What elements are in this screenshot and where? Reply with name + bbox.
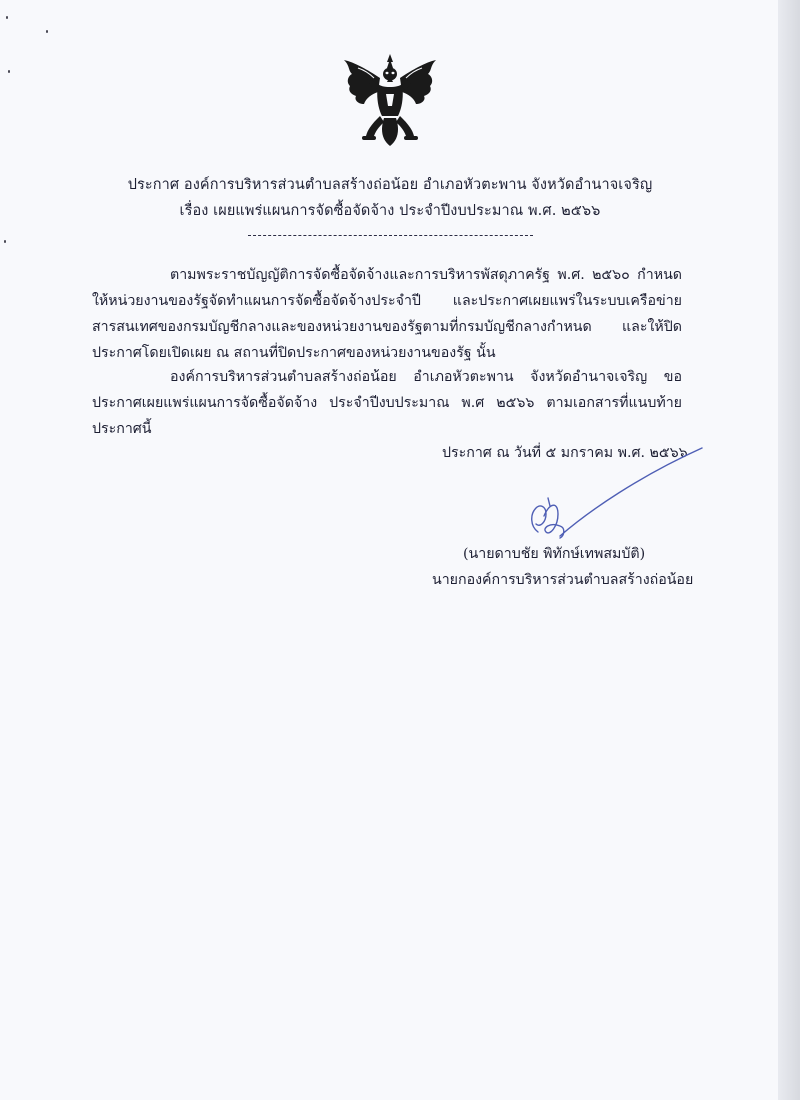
signer-position: นายกองค์การบริหารส่วนตำบลสร้างถ่อน้อย	[432, 572, 694, 588]
page-edge-shadow	[778, 0, 800, 1100]
signer-name: (นายดาบชัย พิทักษ์เทพสมบัติ)	[463, 546, 646, 562]
scan-speck	[6, 16, 8, 19]
scan-speck	[8, 70, 10, 73]
section-divider	[248, 235, 533, 236]
subject-line: เรื่อง เผยแพร่แผนการจัดซื้อจัดจ้าง ประจำปีงบประมาณ พ.ศ. ๒๕๖๖	[179, 203, 601, 219]
announcement-title: ประกาศ องค์การบริหารส่วนตำบลสร้างถ่อน้อย อำเภอหัวตะพาน จังหวัดอำนาจเจริญ	[127, 177, 653, 193]
body-paragraph-2: องค์การบริหารส่วนตำบลสร้างถ่อน้อย อำเภอหัวตะพาน จังหวัดอำนาจเจริญ ขอประกาศเผยแพร่แผนการจัดซื้อจัดจ้าง ประจำปีงบประมาณ พ.ศ ๒๕๖๖ ตามเอกสารที่แนบท้ายประกาศนี้	[92, 369, 682, 437]
garuda-emblem-icon	[340, 52, 440, 148]
scan-speck	[4, 240, 6, 243]
body-paragraph-1: ตามพระราชบัญญัติการจัดซื้อจัดจ้างและการบริหารพัสดุภาครัฐ พ.ศ. ๒๕๖๐ กำหนดให้หน่วยงานของรัฐจัดทำแผนการจัดซื้อจัดจ้างประจำปี และประกาศเผยแพร่ในระบบเครือข่ายสารสนเทศของกรมบัญชีกลางและของหน่วยงานของรัฐตามที่กรมบัญชีกลางกำหนด และให้ปิดประกาศโดยเปิดเผย ณ สถานที่ปิดประกาศของหน่วยงานของรัฐ นั้น	[92, 267, 682, 361]
scan-speck	[46, 30, 48, 33]
handwritten-signature	[520, 440, 710, 550]
announcement-date: ประกาศ ณ วันที่ ๕ มกราคม พ.ศ. ๒๕๖๖	[442, 445, 688, 461]
